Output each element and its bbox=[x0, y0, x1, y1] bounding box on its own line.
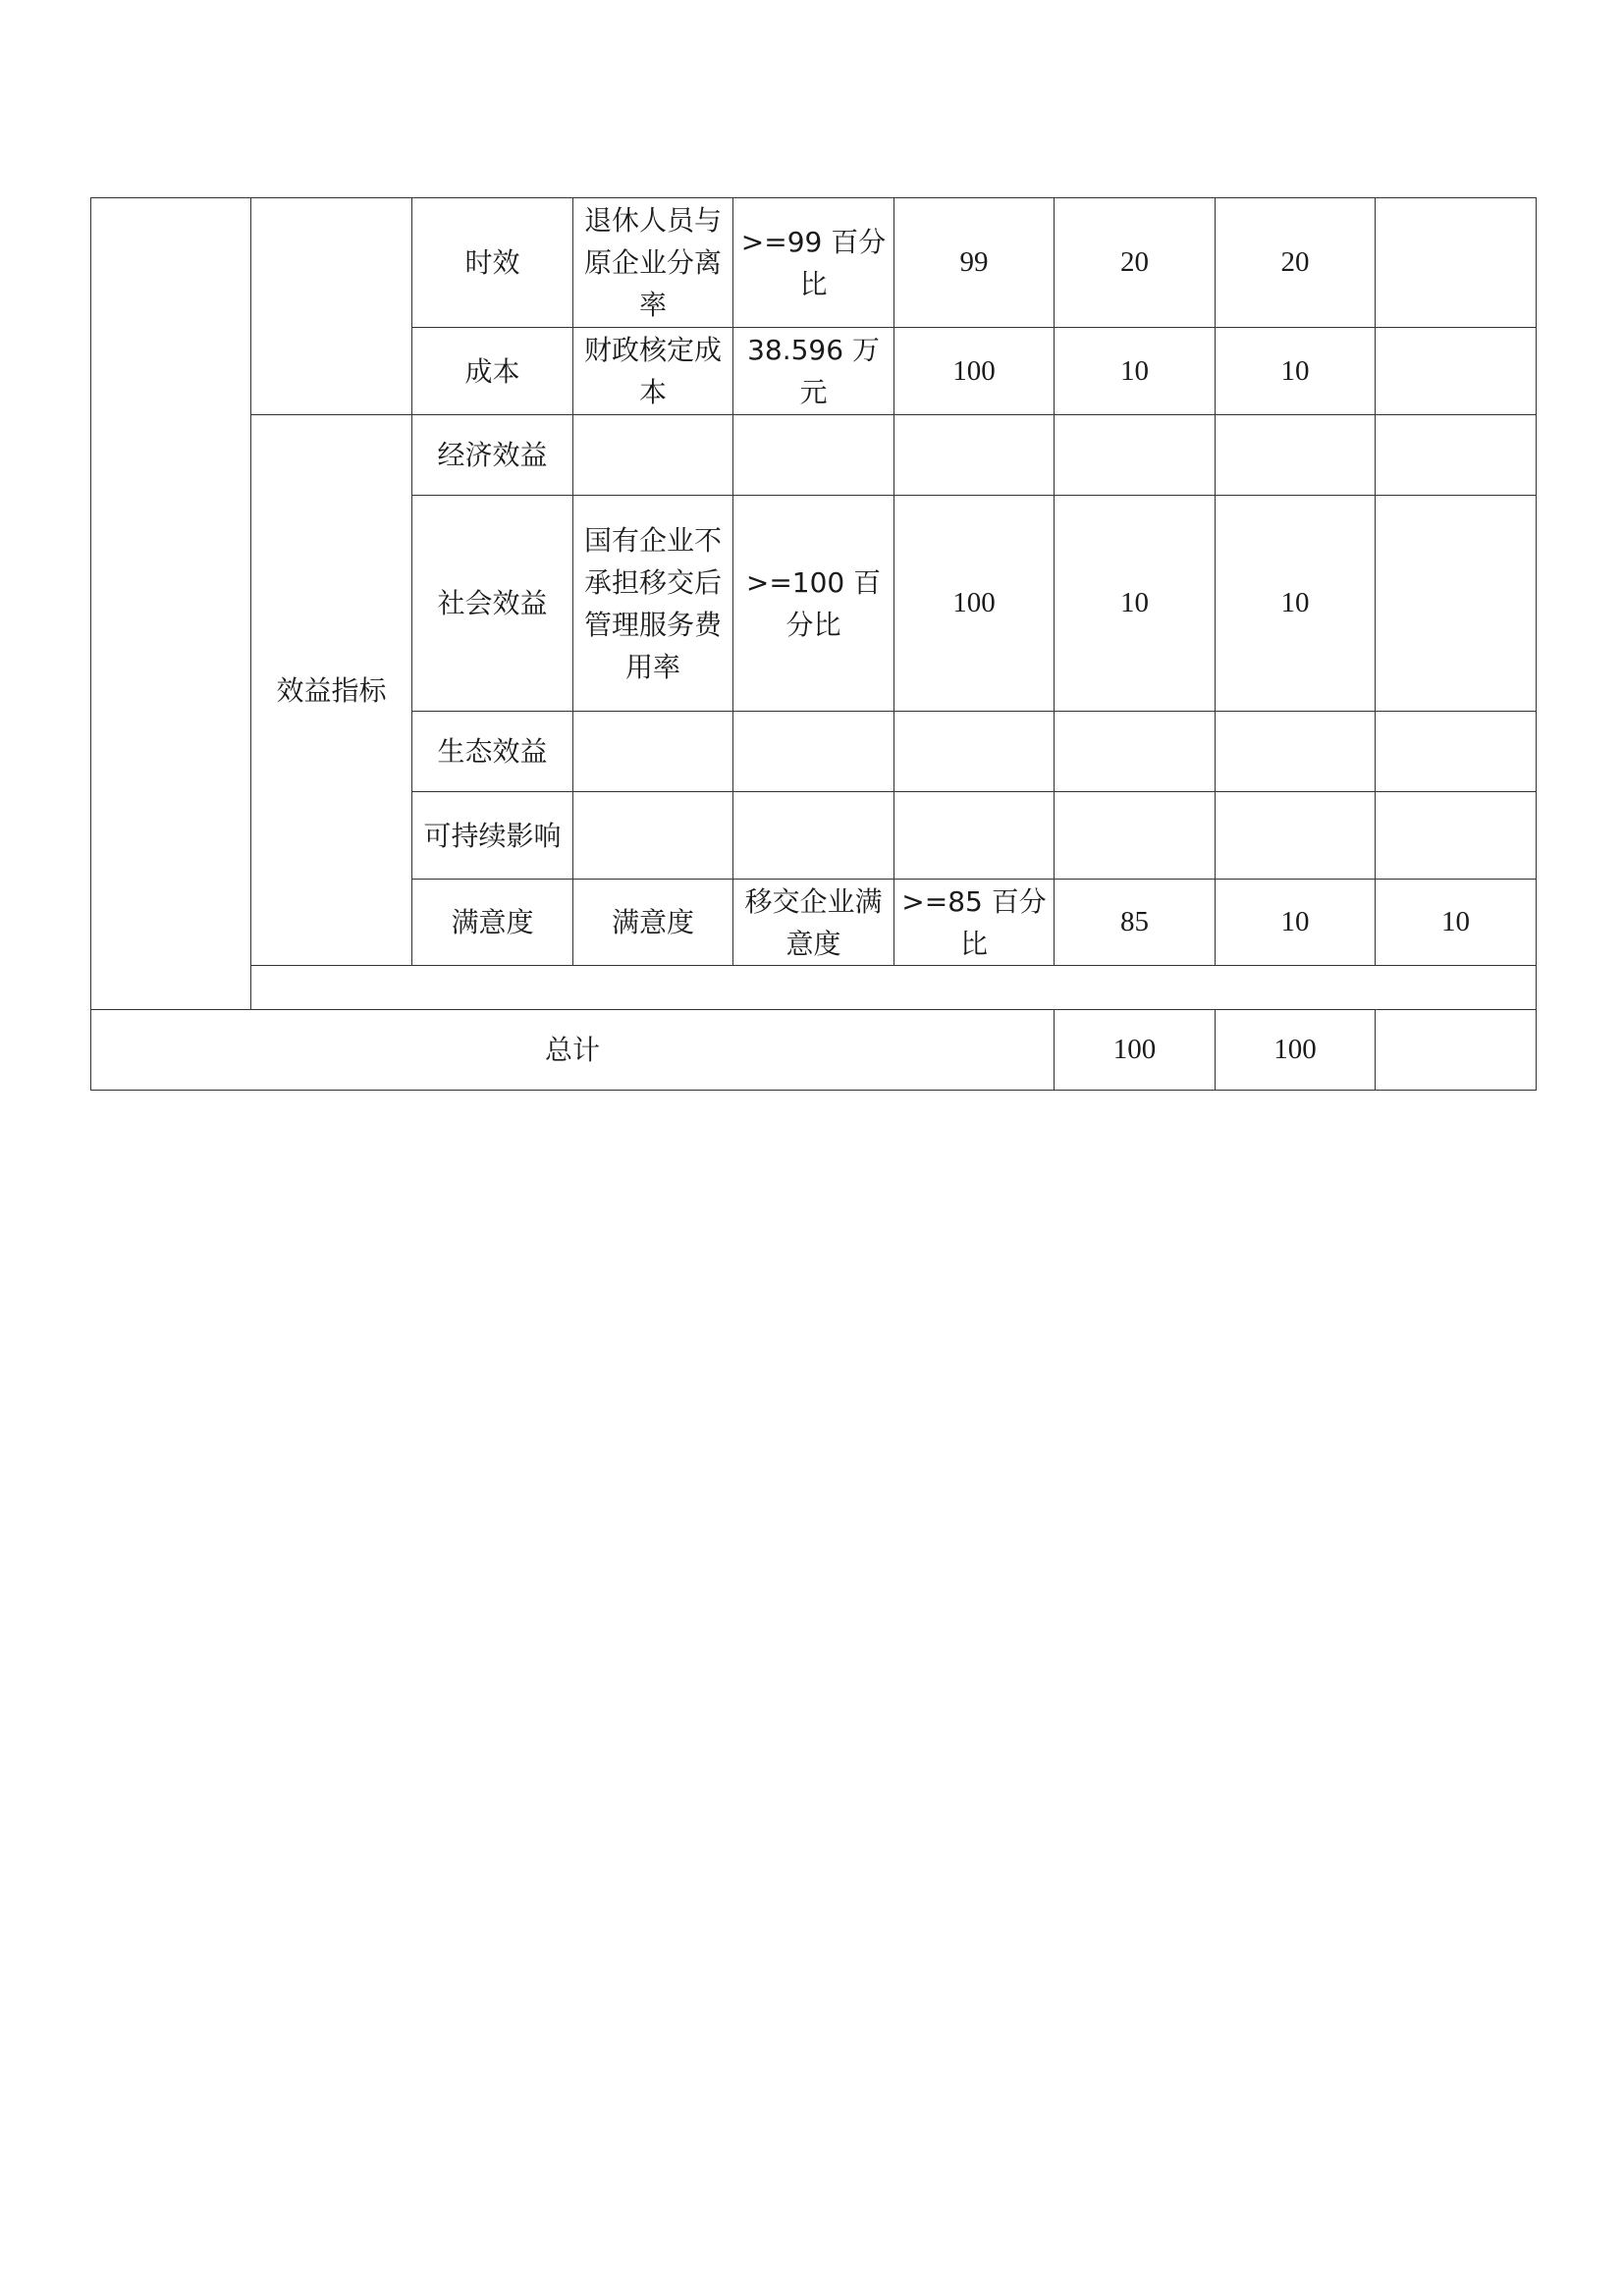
level2-cell: 成本 bbox=[412, 328, 573, 415]
target-cell bbox=[733, 792, 894, 880]
remark-cell bbox=[1376, 415, 1537, 496]
total-label: 总计 bbox=[91, 1010, 1055, 1091]
indicator-cell: 移交企业满意度 bbox=[733, 880, 894, 966]
weight-cell: 20 bbox=[1055, 198, 1216, 328]
table-row bbox=[91, 966, 1537, 1010]
actual-cell bbox=[894, 792, 1055, 880]
actual-cell: 85 bbox=[1055, 880, 1216, 966]
level1-category-cell bbox=[91, 198, 251, 1010]
weight-cell bbox=[1055, 415, 1216, 496]
level2-cell: 可持续影响 bbox=[412, 792, 573, 880]
weight-cell: 10 bbox=[1216, 880, 1376, 966]
target-cell: >=85 百分比 bbox=[894, 880, 1055, 966]
total-remark-cell bbox=[1376, 1010, 1537, 1091]
remark-cell bbox=[1376, 712, 1537, 792]
target-cell: >=99 百分比 bbox=[733, 198, 894, 328]
actual-cell bbox=[894, 415, 1055, 496]
weight-cell: 10 bbox=[1055, 328, 1216, 415]
level2-cell: 满意度 bbox=[573, 880, 733, 966]
score-cell bbox=[1216, 415, 1376, 496]
target-cell: >=100 百分比 bbox=[733, 496, 894, 712]
actual-cell: 100 bbox=[894, 328, 1055, 415]
remark-cell bbox=[1376, 328, 1537, 415]
target-cell bbox=[733, 415, 894, 496]
indicator-cell: 退休人员与原企业分离率 bbox=[573, 198, 733, 328]
actual-cell: 99 bbox=[894, 198, 1055, 328]
target-cell: 38.596 万元 bbox=[733, 328, 894, 415]
total-score-cell: 100 bbox=[1216, 1010, 1376, 1091]
indicator-cell: 财政核定成本 bbox=[573, 328, 733, 415]
score-cell bbox=[1216, 712, 1376, 792]
score-cell: 10 bbox=[1376, 880, 1537, 966]
satisfaction-group-cell: 满意度 bbox=[412, 880, 573, 966]
table-row bbox=[91, 198, 1537, 328]
actual-cell bbox=[894, 712, 1055, 792]
total-weight-cell: 100 bbox=[1055, 1010, 1216, 1091]
performance-table bbox=[90, 197, 1537, 1091]
score-cell: 20 bbox=[1216, 198, 1376, 328]
indicator-cell bbox=[573, 792, 733, 880]
remark-cell bbox=[1376, 496, 1537, 712]
indicator-cell bbox=[573, 415, 733, 496]
level2-cell: 经济效益 bbox=[412, 415, 573, 496]
weight-cell: 10 bbox=[1055, 496, 1216, 712]
table-row bbox=[91, 415, 1537, 496]
level2-cell: 时效 bbox=[412, 198, 573, 328]
benefit-group-cell: 效益指标 bbox=[251, 415, 412, 966]
score-cell: 10 bbox=[1216, 328, 1376, 415]
level2-cell: 社会效益 bbox=[412, 496, 573, 712]
blank-row-cell bbox=[251, 966, 1537, 1010]
remark-cell bbox=[1376, 792, 1537, 880]
output-group-cell bbox=[251, 198, 412, 415]
weight-cell bbox=[1055, 712, 1216, 792]
indicator-cell: 国有企业不承担移交后管理服务费用率 bbox=[573, 496, 733, 712]
indicator-cell bbox=[573, 712, 733, 792]
score-cell: 10 bbox=[1216, 496, 1376, 712]
total-row bbox=[91, 1010, 1537, 1091]
level2-cell: 生态效益 bbox=[412, 712, 573, 792]
target-cell bbox=[733, 712, 894, 792]
weight-cell bbox=[1055, 792, 1216, 880]
score-cell bbox=[1216, 792, 1376, 880]
remark-cell bbox=[1376, 198, 1537, 328]
actual-cell: 100 bbox=[894, 496, 1055, 712]
